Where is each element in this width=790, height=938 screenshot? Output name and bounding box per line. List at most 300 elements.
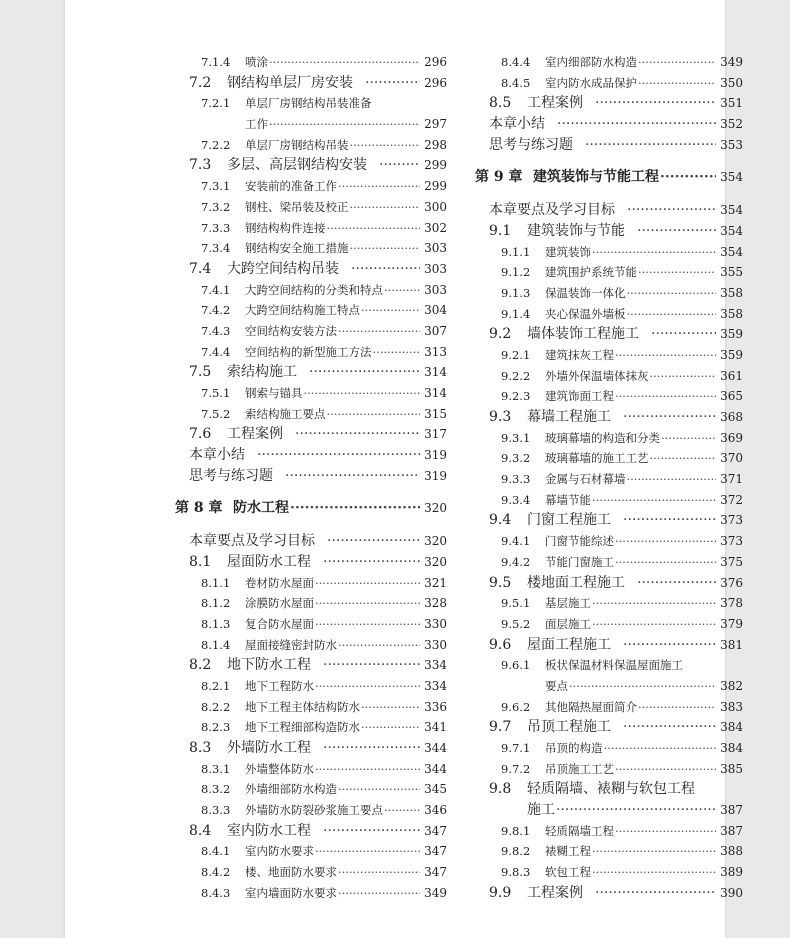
dot-leader [295,424,420,445]
dot-leader [338,779,420,800]
toc-entry-title: 建筑饰面工程 [545,389,614,404]
toc-entry-page: 354 [720,223,743,238]
toc-chapter-heading [175,498,447,519]
toc-entry-title: 室内防水成品保护 [545,75,637,90]
toc-entry-title: 索结构施工要点 [245,406,326,421]
dot-leader [315,841,420,862]
dot-leader [350,238,421,259]
dot-leader [327,531,420,552]
toc-entry-title: 基层施工 [545,596,591,611]
toc-entry [475,717,743,738]
dot-leader [304,383,421,404]
toc-entry-page: 344 [424,741,447,755]
dot-leader [327,218,421,239]
dot-leader [615,386,716,407]
dot-leader [556,800,716,821]
dot-leader [338,883,420,904]
dot-leader [285,466,420,487]
toc-entry-page: 352 [720,117,743,132]
toc-entry-title: 夹心保温外墙板 [545,306,626,321]
toc-entry-number: 9.3.4 [501,492,531,507]
dot-leader [338,635,420,656]
toc-entry [475,676,743,697]
toc-entry-page: 303 [424,282,447,297]
toc-entry-title: 建筑装饰 [545,244,591,259]
dot-leader [323,552,420,573]
dot-leader [323,821,420,842]
toc-entry-title: 工程案例 [527,884,583,901]
toc-entry-number: 7.4 [189,260,212,277]
toc-entry-number: 8.2.1 [201,678,231,693]
dot-leader [384,800,420,821]
toc-entry-page: 359 [720,347,743,362]
toc-entry-number: 8.4.2 [201,865,231,880]
toc-entry [175,800,447,821]
toc-entry-title: 思考与练习题 [489,136,573,153]
toc-entry-title: 轻质隔墙工程 [545,823,614,838]
toc-entry-page: 359 [720,327,743,342]
toc-entry [475,324,743,345]
toc-entry-page: 351 [720,96,743,111]
toc-entry [475,200,743,221]
toc-entry [475,697,743,718]
toc-entry [475,283,743,304]
dot-leader [623,510,716,531]
toc-entry-page: 347 [424,865,447,880]
toc-entry-title: 大跨空间结构施工特点 [245,303,360,318]
toc-entry [475,510,743,531]
toc-entry-title: 室内防水要求 [245,844,314,859]
toc-entry [175,155,447,176]
dot-leader [627,304,717,325]
toc-entry [175,238,447,259]
toc-entry-title: 外墙防水防裂砂浆施工要点 [245,803,383,818]
toc-entry-number: 7.3.2 [201,199,231,214]
toc-entry-number: 9.4.2 [501,554,531,569]
toc-entry-page: 355 [720,265,743,280]
dot-leader [373,342,421,363]
toc-entry-number: 7.5.2 [201,406,231,421]
toc-entry-page: 297 [424,117,447,132]
toc-entry-page: 319 [424,448,447,463]
toc-entry-page: 299 [424,158,447,173]
toc-entry-title: 大跨空间结构的分类和特点 [245,282,383,297]
toc-entry-title: 墙体装饰工程施工 [527,326,639,343]
toc-entry-number: 第 9 章 [475,169,523,186]
toc-entry-title: 建筑装饰与节能工程 [533,169,659,186]
toc-entry [175,655,447,676]
toc-entry-title: 裱糊工程 [545,844,591,859]
toc-entry [175,573,447,594]
toc-entry-title: 地下防水工程 [227,657,311,674]
toc-entry-title: 地下工程细部构造防水 [245,720,360,735]
toc-entry-number: 8.1.4 [201,637,231,652]
dot-leader [323,655,420,676]
toc-entry-title: 工程案例 [527,95,583,112]
toc-entry [175,383,447,404]
toc-entry [175,614,447,635]
toc-entry-number: 9.2.1 [501,347,531,362]
toc-entry [175,321,447,342]
toc-entry [175,697,447,718]
toc-entry-title: 室内防水工程 [227,822,311,839]
toc-entry-page: 371 [720,472,743,487]
toc-entry-title: 其他隔热屋面简介 [545,699,637,714]
toc-entry-title: 建筑围护系统节能 [545,265,637,280]
dot-leader [327,404,421,425]
dot-leader [615,345,716,366]
toc-entry-title: 空间结构安装方法 [245,323,337,338]
toc-entry-title: 保温装饰一体化 [545,285,626,300]
dot-leader [623,717,716,738]
toc-entry [475,573,743,594]
toc-entry-title: 钢柱、梁吊装及校正 [245,199,349,214]
toc-entry-page: 344 [424,761,447,776]
toc-entry-page: 307 [424,323,447,338]
toc-entry [475,738,743,759]
toc-entry-title: 建筑抹灰工程 [545,347,614,362]
dot-leader [637,221,716,242]
dot-leader [638,73,716,94]
dot-leader [557,114,716,135]
dot-leader [338,862,420,883]
toc-entry [475,883,743,904]
toc-entry-number: 9.1.3 [501,285,531,300]
toc-entry-number: 9.4 [489,512,512,529]
toc-entry-number: 8.2.2 [201,699,231,714]
toc-entry-title: 室内细部防水构造 [545,55,637,69]
toc-entry [175,362,447,383]
dot-leader [315,573,420,594]
toc-entry-page: 370 [720,451,743,466]
toc-entry-number: 9.2 [489,326,512,343]
toc-entry-number: 9.1.1 [501,244,531,259]
toc-entry-title: 涂膜防水屋面 [245,596,314,611]
toc-entry [475,469,743,490]
toc-entry-number: 7.3 [189,157,212,174]
toc-entry-number: 9.1 [489,222,512,239]
toc-entry [175,176,447,197]
toc-entry-page: 334 [424,658,447,673]
toc-entry-number: 8.1 [189,553,212,570]
toc-entry-page: 354 [720,244,743,259]
toc-entry-page: 304 [424,303,447,318]
toc-entry [175,821,447,842]
toc-entry-page: 303 [424,261,447,276]
toc-entry-number: 9.6 [489,636,512,653]
toc-entry-title: 索结构施工 [227,364,297,381]
dot-leader [627,283,717,304]
toc-entry-title: 室内墙面防水要求 [245,885,337,900]
dot-leader [592,862,716,883]
dot-leader [615,552,716,573]
toc-entry-page: 320 [424,534,447,549]
toc-entry-number: 8.2.3 [201,720,231,735]
toc-entry-number: 9.5 [489,574,512,591]
toc-entry-page: 354 [720,170,743,185]
toc-entry-title: 喷涂 [245,55,268,69]
dot-leader [638,52,716,73]
dot-leader [592,614,716,635]
dot-leader [592,490,716,511]
toc-entry-title: 本章要点及学习目标 [489,202,615,219]
toc-entry [175,114,447,135]
toc-entry-number: 8.4.3 [201,885,231,900]
toc-entry-page: 317 [424,427,447,442]
toc-entry [475,800,743,821]
toc-entry [175,197,447,218]
dot-leader [615,759,716,780]
toc-entry-title: 外墙细部防水构造 [245,782,337,797]
toc-entry-title: 本章要点及学习目标 [189,533,315,550]
toc-entry-number: 9.3.3 [501,472,531,487]
toc-entry [175,300,447,321]
toc-entry [175,404,447,425]
toc-entry-number: 8.1.3 [201,616,231,631]
toc-entry-title: 屋面防水工程 [227,553,311,570]
toc-entry-title: 面层施工 [545,616,591,631]
toc-entry [475,366,743,387]
toc-entry-page: 336 [424,699,447,714]
toc-entry-page: 315 [424,406,447,421]
dot-leader [323,738,420,759]
toc-entry-number: 9.7.1 [501,741,531,755]
toc-entry [475,448,743,469]
toc-entry-number: 9.8.2 [501,844,531,859]
dot-leader [315,593,420,614]
toc-entry-number: 8.4.4 [501,55,531,69]
toc-entry-page: 314 [424,386,447,400]
toc-entry-title: 本章小结 [489,116,545,133]
toc-entry-number: 8.1.2 [201,596,231,611]
toc-entry-page: 379 [720,616,743,631]
toc-entry-title: 玻璃幕墙的构造和分类 [545,430,660,445]
toc-entry [175,738,447,759]
toc-entry-number: 8.4 [189,822,212,839]
toc-entry [475,531,743,552]
toc-entry [175,717,447,738]
toc-entry-title: 安装前的准备工作 [245,179,337,194]
dot-leader [595,883,716,904]
toc-entry-page: 298 [424,137,447,152]
toc-entry-number: 9.3 [489,409,512,425]
toc-entry-number: 8.2 [189,657,212,674]
toc-entry [475,242,743,263]
dot-leader [361,697,420,718]
toc-entry-title: 门窗工程施工 [527,512,611,529]
toc-entry [175,445,447,466]
toc-entry-title: 多层、高层钢结构安装 [227,157,367,174]
toc-entry-page: 358 [720,285,743,300]
toc-entry-title: 钢结构安全施工措施 [245,241,349,256]
toc-entry-title: 幕墙工程施工 [527,409,611,425]
toc-entry-page: 346 [424,803,447,818]
toc-entry [475,407,743,428]
toc-entry-page: 384 [720,720,743,735]
toc-entry [175,73,447,94]
toc-entry-page: 369 [720,430,743,445]
toc-entry-title: 大跨空间结构吊装 [227,260,339,277]
toc-entry-page: 365 [720,389,743,404]
toc-entry-page: 319 [424,468,447,483]
toc-entry-page: 296 [424,75,447,90]
toc-entry-page: 387 [720,823,743,838]
toc-entry [475,490,743,511]
dot-leader [595,93,716,114]
toc-entry [175,466,447,487]
toc-entry-number: 7.5.1 [201,386,231,400]
toc-entry-title: 地下工程防水 [245,678,314,693]
dot-leader [269,114,420,135]
toc-entry-number: 9.6.1 [501,658,531,673]
dot-leader [627,469,717,490]
toc-entry-number: 9.1.2 [501,265,531,280]
toc-entry-title: 工作 [245,117,268,132]
toc-entry-number: 9.5.2 [501,616,531,631]
toc-entry [475,635,743,656]
toc-entry [475,428,743,449]
toc-entry-number: 7.5 [189,364,212,381]
book-page [65,0,743,938]
dot-leader [269,52,420,73]
toc-entry-number: 9.9 [489,884,512,901]
toc-entry-number: 9.8.3 [501,865,531,880]
toc-entry-number: 7.2.1 [201,96,231,111]
toc-entry-number: 9.3.1 [501,430,531,445]
toc-entry-page: 376 [720,575,743,590]
toc-entry-number: 8.3.1 [201,761,231,776]
dot-leader [309,362,420,383]
toc-entry [475,386,743,407]
toc-entry-number: 9.8.1 [501,823,531,838]
toc-entry-page: 375 [720,554,743,569]
dot-leader [650,366,717,387]
toc-entry [475,841,743,862]
toc-entry-number: 7.6 [189,426,212,443]
dot-leader [592,841,716,862]
toc-entry-page: 368 [720,410,743,424]
dot-leader [315,614,420,635]
toc-entry-number: 9.4.1 [501,534,531,549]
dot-leader [604,738,717,759]
toc-entry-page: 361 [720,368,743,383]
toc-entry-page: 313 [424,344,447,359]
toc-entry-page: 373 [720,513,743,528]
dot-leader [623,407,716,428]
dot-leader [338,321,420,342]
dot-leader [638,697,716,718]
toc-entry-title: 外墙整体防水 [245,761,314,776]
toc-entry-title: 楼、地面防水要求 [245,865,337,880]
toc-entry-page: 299 [424,179,447,194]
toc-entry [175,342,447,363]
toc-entry-number: 9.1.4 [501,306,531,321]
toc-entry [175,593,447,614]
toc-entry [475,593,743,614]
toc-entry-number: 9.7 [489,719,512,736]
toc-entry [475,345,743,366]
toc-entry-number: 9.2.3 [501,389,531,404]
toc-entry-title: 屋面接缝密封防水 [245,637,337,652]
toc-entry [175,531,447,552]
toc-entry-page: 330 [424,616,447,631]
toc-entry [175,280,447,301]
toc-entry-number: 7.4.1 [201,282,231,297]
dot-leader [384,280,420,301]
toc-entry-page: 300 [424,199,447,214]
toc-entry-number: 9.5.1 [501,596,531,611]
dot-leader [651,324,716,345]
toc-entry-page: 372 [720,492,743,507]
dot-leader [592,593,716,614]
toc-entry-title: 本章小结 [189,447,245,464]
toc-entry-page: 358 [720,306,743,321]
toc-entry-page: 350 [720,75,743,90]
toc-entry-number: 8.3 [189,740,212,756]
toc-entry-number: 7.1.4 [201,55,231,69]
toc-entry-title: 软包工程 [545,865,591,880]
toc-entry-title: 思考与练习题 [189,467,273,484]
toc-entry-page: 334 [424,678,447,693]
toc-entry [175,779,447,800]
toc-entry-title: 门窗节能综述 [545,534,614,549]
toc-entry [175,862,447,883]
dot-leader [637,573,716,594]
toc-entry-title: 单层厂房钢结构吊装 [245,137,349,152]
toc-entry-title: 卷材防水屋面 [245,575,314,590]
toc-entry-page: 296 [424,55,447,69]
toc-entry-title: 外墙外保温墙体抹灰 [545,368,649,383]
dot-leader [585,135,716,156]
dot-leader [350,135,421,156]
toc-entry-title: 吊顶工程施工 [527,719,611,736]
toc-entry [175,218,447,239]
toc-entry-page: 373 [720,534,743,549]
toc-chapter-heading [475,167,743,188]
toc-entry-page: 320 [424,554,447,569]
toc-entry [475,73,743,94]
toc-entry-number: 7.3.1 [201,179,231,194]
toc-entry-page: 384 [720,741,743,755]
toc-entry-page: 354 [720,203,743,218]
toc-entry-page: 320 [424,501,447,516]
dot-leader [351,259,420,280]
toc-entry-number: 9.2.2 [501,368,531,383]
toc-entry [475,135,743,156]
toc-entry-title: 钢索与锚具 [245,386,303,400]
toc-entry-title: 工程案例 [227,426,283,443]
toc-entry [475,655,743,676]
toc-entry-page: 347 [424,823,447,838]
dot-leader [350,197,421,218]
toc-entry-page: 381 [720,637,743,652]
toc-entry-number: 8.1.1 [201,575,231,590]
toc-entry-page: 378 [720,596,743,611]
toc-entry [175,259,447,280]
toc-entry-title: 吊顶的构造 [545,741,603,755]
dot-leader [615,821,716,842]
toc-entry-number: 8.5 [489,95,512,112]
toc-entry-page: 349 [424,885,447,900]
toc-entry [475,304,743,325]
toc-entry-title: 屋面工程施工 [527,636,611,653]
toc-entry-number: 7.3.4 [201,241,231,256]
toc-entry-page: 303 [424,241,447,256]
toc-entry-number: 9.7.2 [501,761,531,776]
toc-entry-title: 施工 [527,802,555,819]
toc-entry [175,52,447,73]
toc-entry [475,862,743,883]
